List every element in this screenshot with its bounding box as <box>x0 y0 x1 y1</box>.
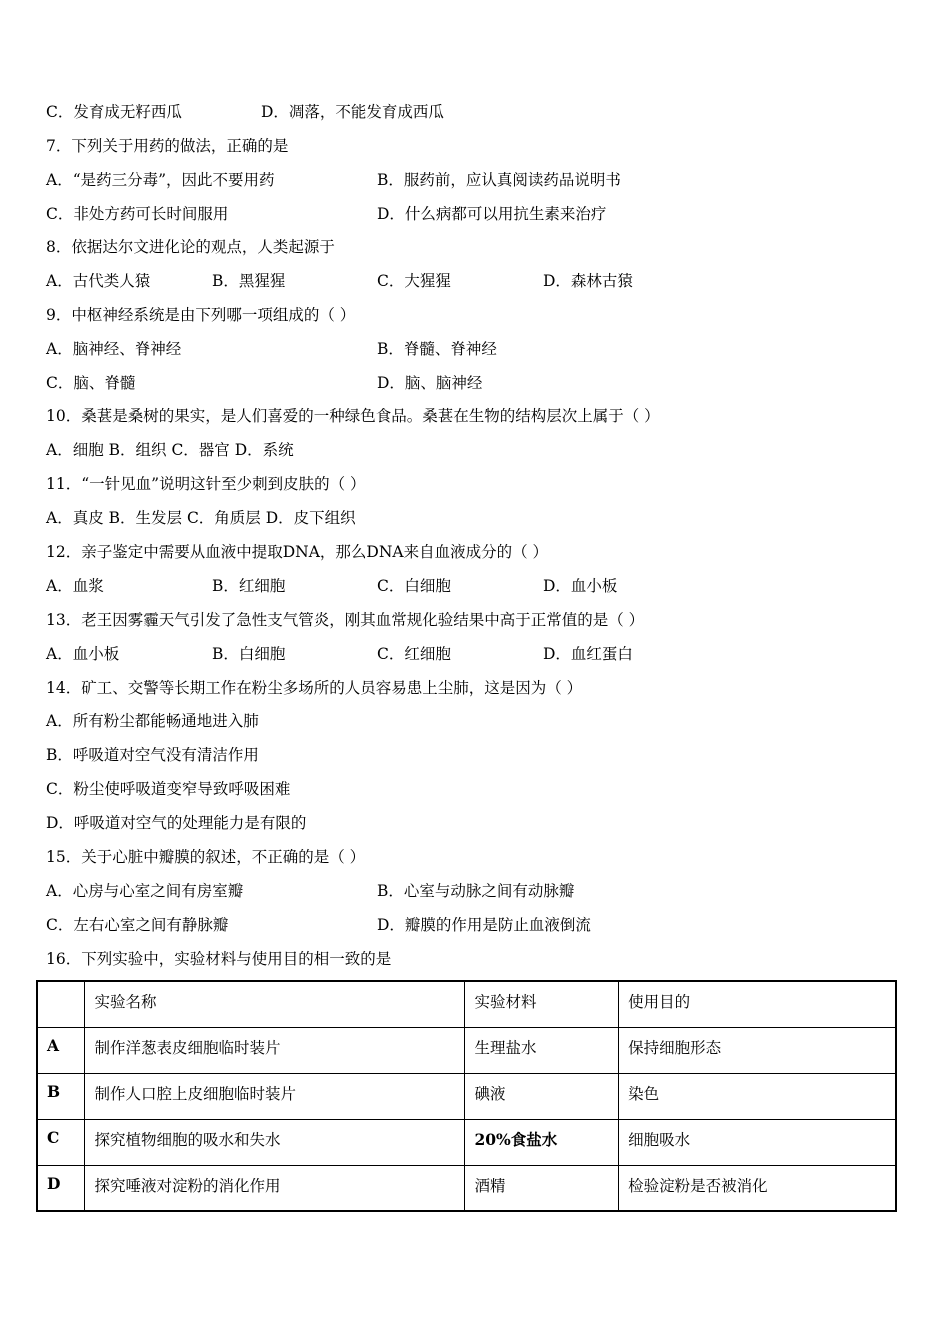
q11-stem: 11．“一针见血”说明这针至少刺到皮肤的（ ） <box>46 475 366 493</box>
q9-option-a: A．脑神经、脊神经 <box>46 340 182 358</box>
table-cell: 检验淀粉是否被消化 <box>619 1165 896 1211</box>
q6-option-c: C．发育成无籽西瓜 <box>46 103 182 121</box>
q15-stem: 15．关于心脏中瓣膜的叙述，不正确的是（ ） <box>46 848 366 866</box>
q14-option-c: C．粉尘使呼吸道变窄导致呼吸困难 <box>46 780 291 798</box>
q14-option-a: A．所有粉尘都能畅通地进入肺 <box>46 712 259 730</box>
q10-options: A．细胞 B．组织 C．器官 D．系统 <box>46 441 294 459</box>
q13-option-b: B．白细胞 <box>212 645 286 663</box>
q9-option-c: C．脑、脊髓 <box>46 374 136 392</box>
q12-stem: 12．亲子鉴定中需要从血液中提取DNA，那么DNA来自血液成分的（ ） <box>46 543 549 561</box>
table-row-label: B <box>37 1073 85 1119</box>
q13-option-a: A．血小板 <box>46 645 120 663</box>
q8-option-d: D．森林古猿 <box>543 272 633 290</box>
table-row <box>37 1027 896 1073</box>
q9-option-b: B．脊髓、脊神经 <box>377 340 497 358</box>
table-header-cell: 实验名称 <box>85 981 465 1027</box>
q15-option-a: A．心房与心室之间有房室瓣 <box>46 882 244 900</box>
table-row <box>37 1073 896 1119</box>
table-row-label: D <box>37 1165 85 1211</box>
q12-option-a: A．血浆 <box>46 577 104 595</box>
q7-option-c: C．非处方药可长时间服用 <box>46 205 229 223</box>
q9-option-d: D．脑、脑神经 <box>377 374 483 392</box>
q14-stem: 14．矿工、交警等长期工作在粉尘多场所的人员容易患上尘肺，这是因为（ ） <box>46 679 583 697</box>
q8-option-a: A．古代类人猿 <box>46 272 151 290</box>
q8-option-c: C．大猩猩 <box>377 272 451 290</box>
q15-option-b: B．心室与动脉之间有动脉瓣 <box>377 882 575 900</box>
experiment-table <box>36 980 897 1212</box>
table-cell: 酒精 <box>465 1165 619 1211</box>
q7-option-b: B．服药前，应认真阅读药品说明书 <box>377 171 621 189</box>
table-cell: 生理盐水 <box>465 1027 619 1073</box>
table-header-cell: 使用目的 <box>619 981 896 1027</box>
q8-option-b: B．黑猩猩 <box>212 272 286 290</box>
table-cell: 探究植物细胞的吸水和失水 <box>85 1119 465 1165</box>
q16-stem: 16．下列实验中，实验材料与使用目的相一致的是 <box>46 950 392 968</box>
q7-stem: 7．下列关于用药的做法，正确的是 <box>46 137 289 155</box>
q13-stem: 13．老王因雾霾天气引发了急性支气管炎，刚其血常规化验结果中高于正常值的是（ ） <box>46 611 645 629</box>
table-header-cell: 实验材料 <box>465 981 619 1027</box>
q6-option-d: D．凋落，不能发育成西瓜 <box>261 103 444 121</box>
q12-option-b: B．红细胞 <box>212 577 286 595</box>
q10-stem: 10．桑葚是桑树的果实，是人们喜爱的一种绿色食品。桑葚在生物的结构层次上属于（ ） <box>46 407 660 425</box>
table-cell: 制作洋葱表皮细胞临时装片 <box>85 1027 465 1073</box>
q12-option-c: C．白细胞 <box>377 577 451 595</box>
q13-option-c: C．红细胞 <box>377 645 451 663</box>
q15-option-c: C．左右心室之间有静脉瓣 <box>46 916 229 934</box>
table-cell: 染色 <box>619 1073 896 1119</box>
q15-option-d: D．瓣膜的作用是防止血液倒流 <box>377 916 591 934</box>
q14-option-b: B．呼吸道对空气没有清洁作用 <box>46 746 259 764</box>
table-cell: 碘液 <box>465 1073 619 1119</box>
table-cell: 细胞吸水 <box>619 1119 896 1165</box>
table-row <box>37 1165 896 1211</box>
q13-option-d: D．血红蛋白 <box>543 645 633 663</box>
q7-option-d: D．什么病都可以用抗生素来治疗 <box>377 205 607 223</box>
table-cell: 保持细胞形态 <box>619 1027 896 1073</box>
table-cell: 制作人口腔上皮细胞临时装片 <box>85 1073 465 1119</box>
q9-stem: 9．中枢神经系统是由下列哪一项组成的（ ） <box>46 306 356 324</box>
table-cell: 20%食盐水 <box>465 1119 619 1165</box>
q12-option-d: D．血小板 <box>543 577 618 595</box>
q14-option-d: D．呼吸道对空气的处理能力是有限的 <box>46 814 307 832</box>
q11-options: A．真皮 B．生发层 C．角质层 D．皮下组织 <box>46 509 356 527</box>
table-row <box>37 1119 896 1165</box>
table-header-cell <box>37 981 85 1027</box>
table-header-row <box>37 981 896 1027</box>
q8-stem: 8．依据达尔文进化论的观点，人类起源于 <box>46 238 335 256</box>
table-cell: 探究唾液对淀粉的消化作用 <box>85 1165 465 1211</box>
q7-option-a: A．“是药三分毒”，因此不要用药 <box>46 171 275 189</box>
table-row-label: A <box>37 1027 85 1073</box>
table-row-label: C <box>37 1119 85 1165</box>
